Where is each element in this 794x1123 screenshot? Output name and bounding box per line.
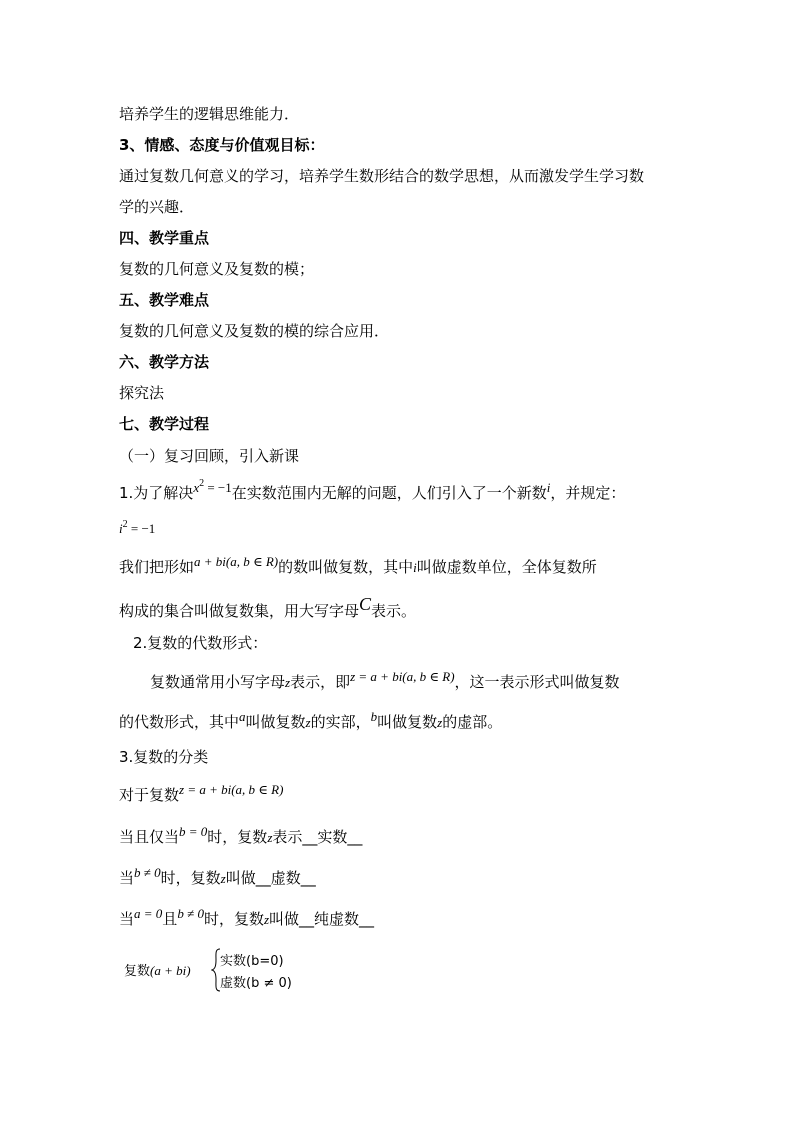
math-z: z	[263, 912, 270, 927]
item-2-line	[150, 669, 620, 693]
text: 叫做	[225, 869, 256, 887]
math-i: i	[546, 480, 551, 495]
text: 当	[119, 910, 135, 928]
section-heading: 五、教学难点	[119, 291, 210, 309]
text: 当且仅当	[119, 828, 180, 846]
math-z: z	[220, 871, 226, 886]
section-heading: 六、教学方法	[119, 353, 210, 371]
text: 叫做复数	[377, 713, 438, 731]
text-line: 探究法	[119, 384, 165, 402]
section-heading: 四、教学重点	[119, 229, 210, 247]
text: 复数通常用小写字母	[150, 673, 286, 691]
math-z: z	[305, 715, 311, 730]
answer-blank: __实数__	[302, 828, 363, 846]
text: 在实数范围内无解的问题，人们引入了一个新数	[231, 484, 547, 502]
math-formula: z = a + bi(a, b ∈ R)	[179, 782, 284, 797]
text-line: 学的兴趣．	[119, 198, 195, 216]
text: ，这一表示形式叫做复数	[454, 673, 620, 691]
classification-imaginary: 虚数(b ≠ 0)	[220, 976, 292, 991]
case-1-line	[119, 824, 363, 848]
text-line: 培养学生的逻辑思维能力．	[119, 105, 300, 123]
text: 构成的集合叫做复数集，用大写字母	[119, 602, 360, 620]
math-condition: b = 0	[179, 824, 208, 839]
text: ，并规定：	[550, 484, 626, 502]
definition-line	[119, 554, 597, 578]
case-3-line	[119, 906, 375, 930]
math-x: x	[193, 480, 200, 495]
math-formula: a + bi(a, b ∈ R)	[194, 554, 279, 569]
text: 时，复数	[207, 828, 268, 846]
section-heading: 3、情感、态度与价值观目标：	[119, 136, 325, 154]
math-condition: a = 0	[134, 906, 163, 921]
classification-real: 实数(b=0)	[220, 954, 284, 969]
math-z: z	[285, 675, 291, 690]
text: 表示，即	[290, 673, 351, 691]
text: 的数叫做复数，其中	[278, 558, 414, 576]
math-eq: = −1	[127, 521, 156, 536]
text: 时，复数	[203, 910, 264, 928]
case-2-line	[119, 865, 316, 889]
classification-label	[124, 960, 191, 979]
subsection-heading: （一）复习回顾，引入新课	[119, 447, 300, 465]
math-formula: z = a + bi(a, b ∈ R)	[350, 669, 455, 684]
text: 我们把形如	[119, 558, 195, 576]
math-exp: 2	[199, 478, 205, 489]
text: 表示。	[371, 602, 417, 620]
text-line: 复数的几何意义及复数的模的综合应用．	[119, 322, 390, 340]
text: 叫做	[269, 910, 300, 928]
definition-line	[119, 594, 417, 621]
text-line: 通过复数几何意义的学习，培养学生数形结合的数学思想，从而激发学生学习数	[119, 167, 645, 185]
math-z: z	[437, 715, 443, 730]
item-3-line	[119, 782, 284, 806]
math-z: z	[267, 830, 273, 845]
item-1-formula	[119, 518, 155, 541]
math-a: a	[239, 709, 246, 724]
item-3-title: 3.复数的分类	[119, 748, 209, 766]
text: 表示	[272, 828, 303, 846]
math-formula: (a + bi)	[150, 963, 191, 978]
section-heading: 七、教学过程	[119, 415, 210, 433]
math-i: i	[119, 521, 123, 536]
item-2-title: 2.复数的代数形式：	[133, 634, 268, 652]
answer-blank: __纯虚数__	[299, 910, 375, 928]
math-condition: b ≠ 0	[177, 906, 204, 921]
math-eq: = −1	[204, 480, 232, 495]
text: 的实部，	[310, 713, 371, 731]
text: 的代数形式，其中	[119, 713, 240, 731]
text: 对于复数	[119, 786, 180, 804]
math-b: b	[370, 709, 378, 724]
text: 时，复数	[160, 869, 221, 887]
math-C: C	[359, 594, 372, 614]
text-line: 复数的几何意义及复数的模；	[119, 260, 315, 278]
text: 当	[119, 869, 135, 887]
text: 1.为了解决	[119, 484, 194, 502]
math-condition: b ≠ 0	[134, 865, 161, 880]
text: 叫做虚数单位，全体复数所	[416, 558, 597, 576]
text: 复数	[124, 964, 151, 979]
item-1-line	[119, 478, 626, 506]
text: 且	[162, 910, 178, 928]
text: 叫做复数	[245, 713, 306, 731]
item-2-line	[119, 709, 503, 733]
answer-blank: __虚数__	[255, 869, 316, 887]
math-exp: 2	[122, 519, 128, 530]
text: 的虚部。	[442, 713, 503, 731]
math-i: i	[413, 560, 417, 575]
